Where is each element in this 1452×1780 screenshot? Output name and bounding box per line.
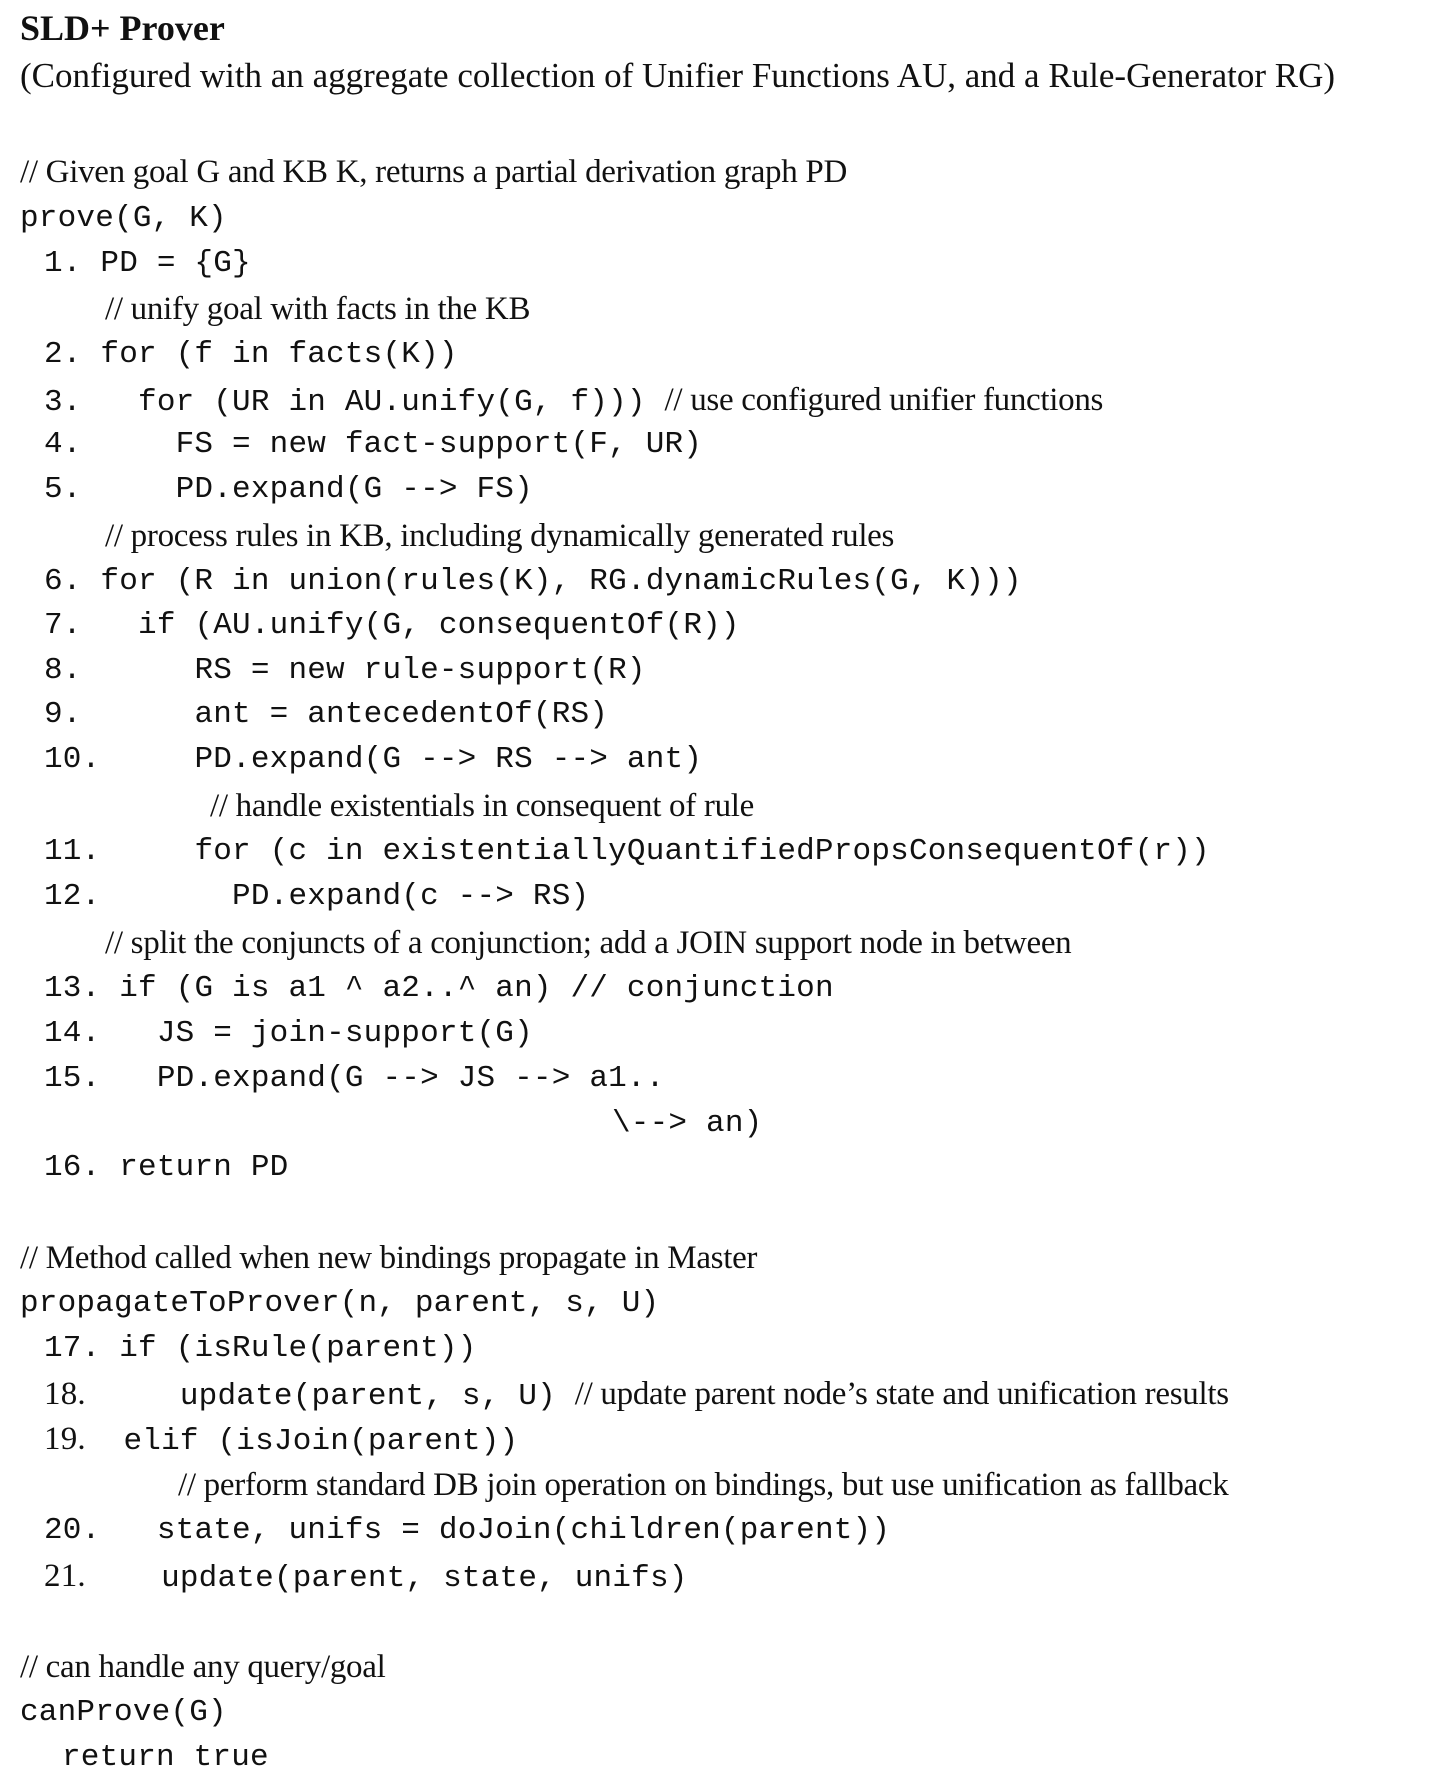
code-text: PD = {G}	[100, 246, 251, 281]
code-line-20	[44, 1515, 890, 1546]
code-line-15	[44, 1063, 665, 1094]
can-prove-return: return true	[62, 1740, 269, 1775]
code-text: if (AU.unify(G, consequentOf(R))	[138, 608, 740, 643]
line-number: 16.	[44, 1150, 101, 1185]
code-text: for (f in facts(K))	[100, 337, 458, 372]
line-number: 9.	[44, 697, 82, 732]
propagate-description-comment: // Method called when new bindings propagate in Master	[20, 1240, 758, 1276]
code-text: state, unifs = doJoin(children(parent))	[156, 1513, 891, 1548]
code-text: for (R in union(rules(K), RG.dynamicRules(G, K)))	[100, 564, 1022, 599]
line-number: 11.	[44, 834, 101, 869]
code-text: elif (isJoin(parent))	[123, 1424, 519, 1459]
code-text: PD.expand(G --> FS)	[175, 472, 533, 507]
code-text: RS = new rule-support(R)	[194, 653, 646, 688]
propagate-signature: propagateToProver(n, parent, s, U)	[20, 1286, 660, 1321]
code-text: update(parent, s, U)	[179, 1379, 556, 1414]
unify-facts-comment: // unify goal with facts in the KB	[105, 291, 531, 327]
code-line-19	[44, 1423, 518, 1457]
line-number: 1.	[44, 246, 82, 281]
code-text: ant = antecedentOf(RS)	[194, 697, 609, 732]
line-number: 3.	[44, 385, 82, 420]
code-text: for (UR in AU.unify(G, f)))	[138, 385, 646, 420]
prove-signature: prove(G, K)	[20, 201, 227, 236]
prove-description-comment: // Given goal G and KB K, returns a partial derivation graph PD	[20, 154, 847, 190]
line-number: 8.	[44, 653, 82, 688]
can-prove-signature: canProve(G)	[20, 1695, 227, 1730]
conjunction-comment: // split the conjuncts of a conjunction; add a JOIN support node in between	[105, 925, 1072, 961]
code-text: PD.expand(G --> RS --> ant)	[194, 742, 703, 777]
inline-comment: // update parent node’s state and unification results	[574, 1376, 1229, 1412]
code-line-14	[44, 1018, 533, 1049]
line-number: 10.	[44, 742, 101, 777]
line-number: 5.	[44, 472, 82, 507]
code-line-1	[44, 248, 251, 279]
code-line-11	[44, 836, 1210, 867]
inline-comment: // use configured unifier functions	[664, 382, 1104, 418]
code-line-17	[44, 1333, 477, 1364]
line-number: 7.	[44, 608, 82, 643]
code-line-13	[44, 973, 834, 1004]
line-number: 19.	[44, 1421, 86, 1457]
line-number: 18.	[44, 1376, 86, 1412]
can-prove-description-comment: // can handle any query/goal	[20, 1649, 386, 1685]
code-text: JS = join-support(G)	[156, 1016, 533, 1051]
line-number: 21.	[44, 1558, 86, 1594]
code-text: PD.expand(G --> JS --> a1..	[156, 1061, 665, 1096]
code-line-10	[44, 744, 702, 775]
code-text: FS = new fact-support(F, UR)	[175, 427, 703, 462]
code-line-21	[44, 1560, 688, 1594]
line-number: 12.	[44, 879, 101, 914]
code-line-12	[44, 881, 589, 912]
existentials-comment: // handle existentials in consequent of rule	[210, 788, 754, 824]
line-number: 20.	[44, 1513, 101, 1548]
line-number: 13.	[44, 971, 101, 1006]
code-text: for (c in existentiallyQuantifiedPropsConsequentOf(r))	[194, 834, 1210, 869]
page-subtitle: (Configured with an aggregate collection of Unifier Functions AU, and a Rule-Generator RG)	[20, 56, 1336, 95]
line-number: 17.	[44, 1331, 101, 1366]
process-rules-comment: // process rules in KB, including dynamically generated rules	[105, 518, 895, 554]
code-line-5	[44, 474, 533, 505]
code-text: PD.expand(c --> RS)	[232, 879, 590, 914]
code-line-15-continuation: \--> an)	[612, 1106, 763, 1141]
code-line-9	[44, 699, 608, 730]
code-text: if (isRule(parent))	[119, 1331, 477, 1366]
code-line-3	[44, 384, 1103, 418]
join-fallback-comment: // perform standard DB join operation on bindings, but use unification as fallback	[178, 1467, 1229, 1503]
line-number: 14.	[44, 1016, 101, 1051]
line-number: 2.	[44, 337, 82, 372]
code-line-8	[44, 655, 646, 686]
code-text: update(parent, state, unifs)	[161, 1561, 688, 1596]
line-number: 15.	[44, 1061, 101, 1096]
code-line-16	[44, 1152, 288, 1183]
code-line-4	[44, 429, 702, 460]
code-line-7	[44, 610, 740, 641]
page-title: SLD+ Prover	[20, 8, 225, 48]
code-line-6	[44, 566, 1022, 597]
code-line-2	[44, 339, 458, 370]
line-number: 4.	[44, 427, 82, 462]
code-text: return PD	[119, 1150, 289, 1185]
line-number: 6.	[44, 564, 82, 599]
code-text: if (G is a1 ^ a2..^ an) // conjunction	[119, 971, 834, 1006]
code-line-18	[44, 1378, 1229, 1412]
